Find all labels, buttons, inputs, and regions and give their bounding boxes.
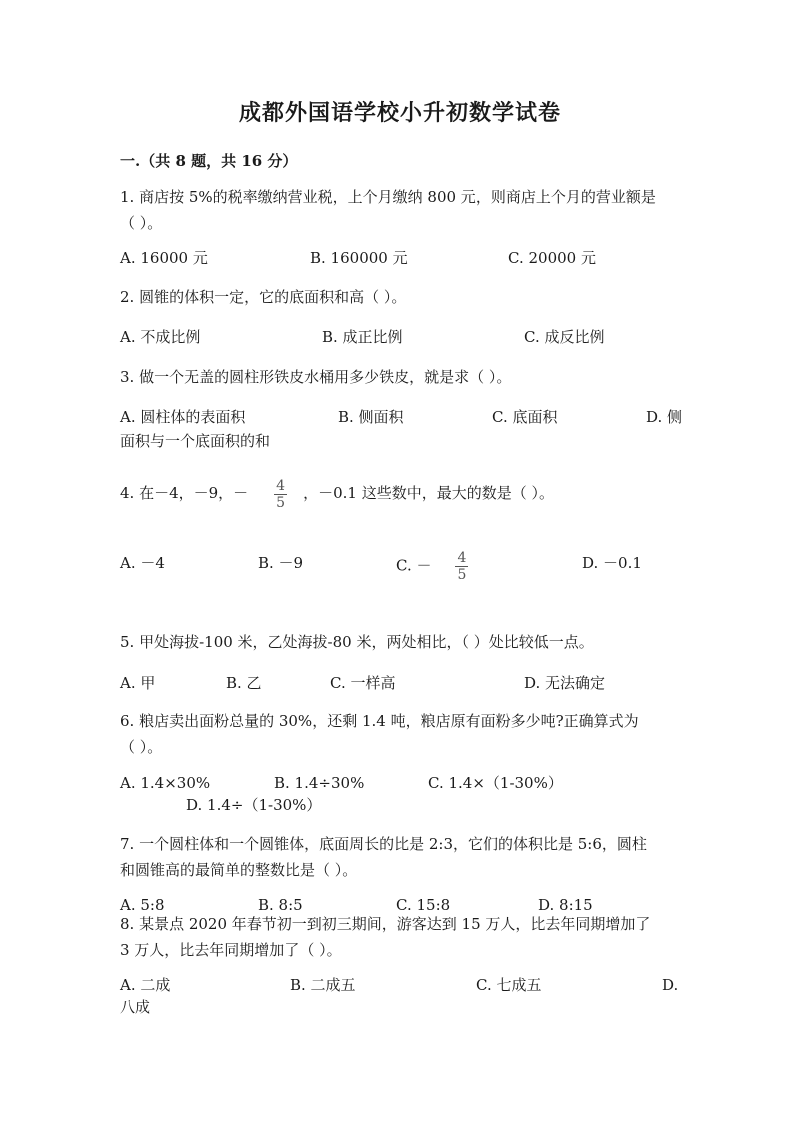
question-6	[120, 708, 680, 760]
option-c[interactable]: C. 成反比例	[524, 328, 605, 346]
option-c[interactable]: C. 15:8	[396, 896, 451, 914]
section-heading: 一.（共 8 题，共 16 分）	[120, 152, 298, 170]
question-3	[120, 364, 680, 390]
option-c[interactable]: C. 底面积	[492, 408, 558, 426]
option-c[interactable]: C. 七成五	[476, 976, 542, 994]
option-b[interactable]: B. 8:5	[258, 896, 303, 914]
fraction-four-fifths: $\frac{4}{5}$	[457, 550, 467, 583]
option-b[interactable]: B. －9	[258, 554, 304, 572]
question-7	[120, 831, 680, 883]
question-8-text-cont: 3 万人，比去年同期增加了（ ）。	[120, 941, 342, 959]
fraction-four-fifths: $\frac{4}{5}$	[276, 477, 286, 511]
option-d[interactable]: D.	[662, 976, 679, 994]
question-1-text: 1. 商店按 5%的税率缴纳营业税，上个月缴纳 800 元，则商店上个月的营业额是	[120, 188, 656, 206]
question-4-text: 4. 在－4，－9，－	[120, 484, 249, 502]
page-title: 成都外国语学校小升初数学试卷	[238, 100, 561, 126]
option-d[interactable]: D. －0.1	[582, 554, 642, 572]
option-b[interactable]: B. 160000 元	[310, 249, 408, 267]
question-3-options	[120, 404, 683, 430]
option-b[interactable]: B. 侧面积	[338, 408, 404, 426]
question-5-text: 5. 甲处海拔-100 米，乙处海拔-80 米，两处相比，（ ）处比较低一点。	[120, 633, 594, 651]
option-a[interactable]: A. 16000 元	[120, 249, 208, 267]
question-4	[120, 476, 680, 511]
option-a[interactable]: A. －4	[120, 554, 165, 572]
question-6-option-d-row	[186, 792, 746, 818]
question-3-option-wrap: 面积与一个底面积的和	[120, 432, 271, 450]
option-d[interactable]: D. 8:15	[538, 896, 593, 914]
option-c[interactable]: C. 20000 元	[508, 249, 596, 267]
question-1	[120, 184, 680, 236]
question-2	[120, 284, 680, 310]
question-1-options	[120, 245, 680, 271]
question-3-text: 3. 做一个无盖的圆柱形铁皮水桶用多少铁皮，就是求（ ）。	[120, 368, 512, 386]
option-c[interactable]: C. 1.4×（1-30%）	[428, 774, 563, 792]
question-5-options	[120, 670, 680, 696]
question-8-text: 8. 某景点 2020 年春节初一到初三期间，游客达到 15 万人，比去年同期增加了	[120, 915, 651, 933]
option-b[interactable]: B. 二成五	[290, 976, 356, 994]
option-a[interactable]: A. 5:8	[120, 896, 165, 914]
option-c[interactable]: C. － $\frac{4}{5}$	[396, 550, 467, 583]
question-2-options	[120, 324, 680, 350]
option-c[interactable]: C. 一样高	[330, 674, 396, 692]
question-8	[120, 911, 680, 963]
option-d[interactable]: D. 无法确定	[524, 674, 606, 692]
question-1-text-cont: （ ）。	[120, 214, 163, 232]
option-b[interactable]: B. 1.4÷30%	[274, 774, 365, 792]
option-a[interactable]: A. 圆柱体的表面积	[120, 408, 246, 426]
question-4-text-rest: ，－0.1 这些数中，最大的数是（ ）。	[303, 484, 554, 502]
option-a[interactable]: A. 二成	[120, 976, 171, 994]
option-d[interactable]: D. 1.4÷（1-30%）	[186, 796, 322, 814]
option-b[interactable]: B. 成正比例	[322, 328, 403, 346]
question-2-text: 2. 圆锥的体积一定，它的底面积和高（ ）。	[120, 288, 407, 306]
question-7-text-cont: 和圆锥高的最简单的整数比是（ ）。	[120, 861, 358, 879]
option-a[interactable]: A. 1.4×30%	[120, 774, 211, 792]
option-b[interactable]: B. 乙	[226, 674, 262, 692]
question-4-options	[120, 550, 680, 584]
option-d[interactable]: D. 侧	[646, 408, 683, 426]
question-7-text: 7. 一个圆柱体和一个圆锥体，底面周长的比是 2:3，它们的体积比是 5:6，圆柱	[120, 835, 647, 853]
question-8-option-wrap: 八成	[120, 998, 151, 1016]
option-a[interactable]: A. 甲	[120, 674, 156, 692]
question-5	[120, 629, 680, 655]
option-a[interactable]: A. 不成比例	[120, 328, 201, 346]
question-6-text: 6. 粮店卖出面粉总量的 30%，还剩 1.4 吨，粮店原有面粉多少吨?正确算式为	[120, 712, 639, 730]
question-6-text-cont: （ ）。	[120, 738, 163, 756]
